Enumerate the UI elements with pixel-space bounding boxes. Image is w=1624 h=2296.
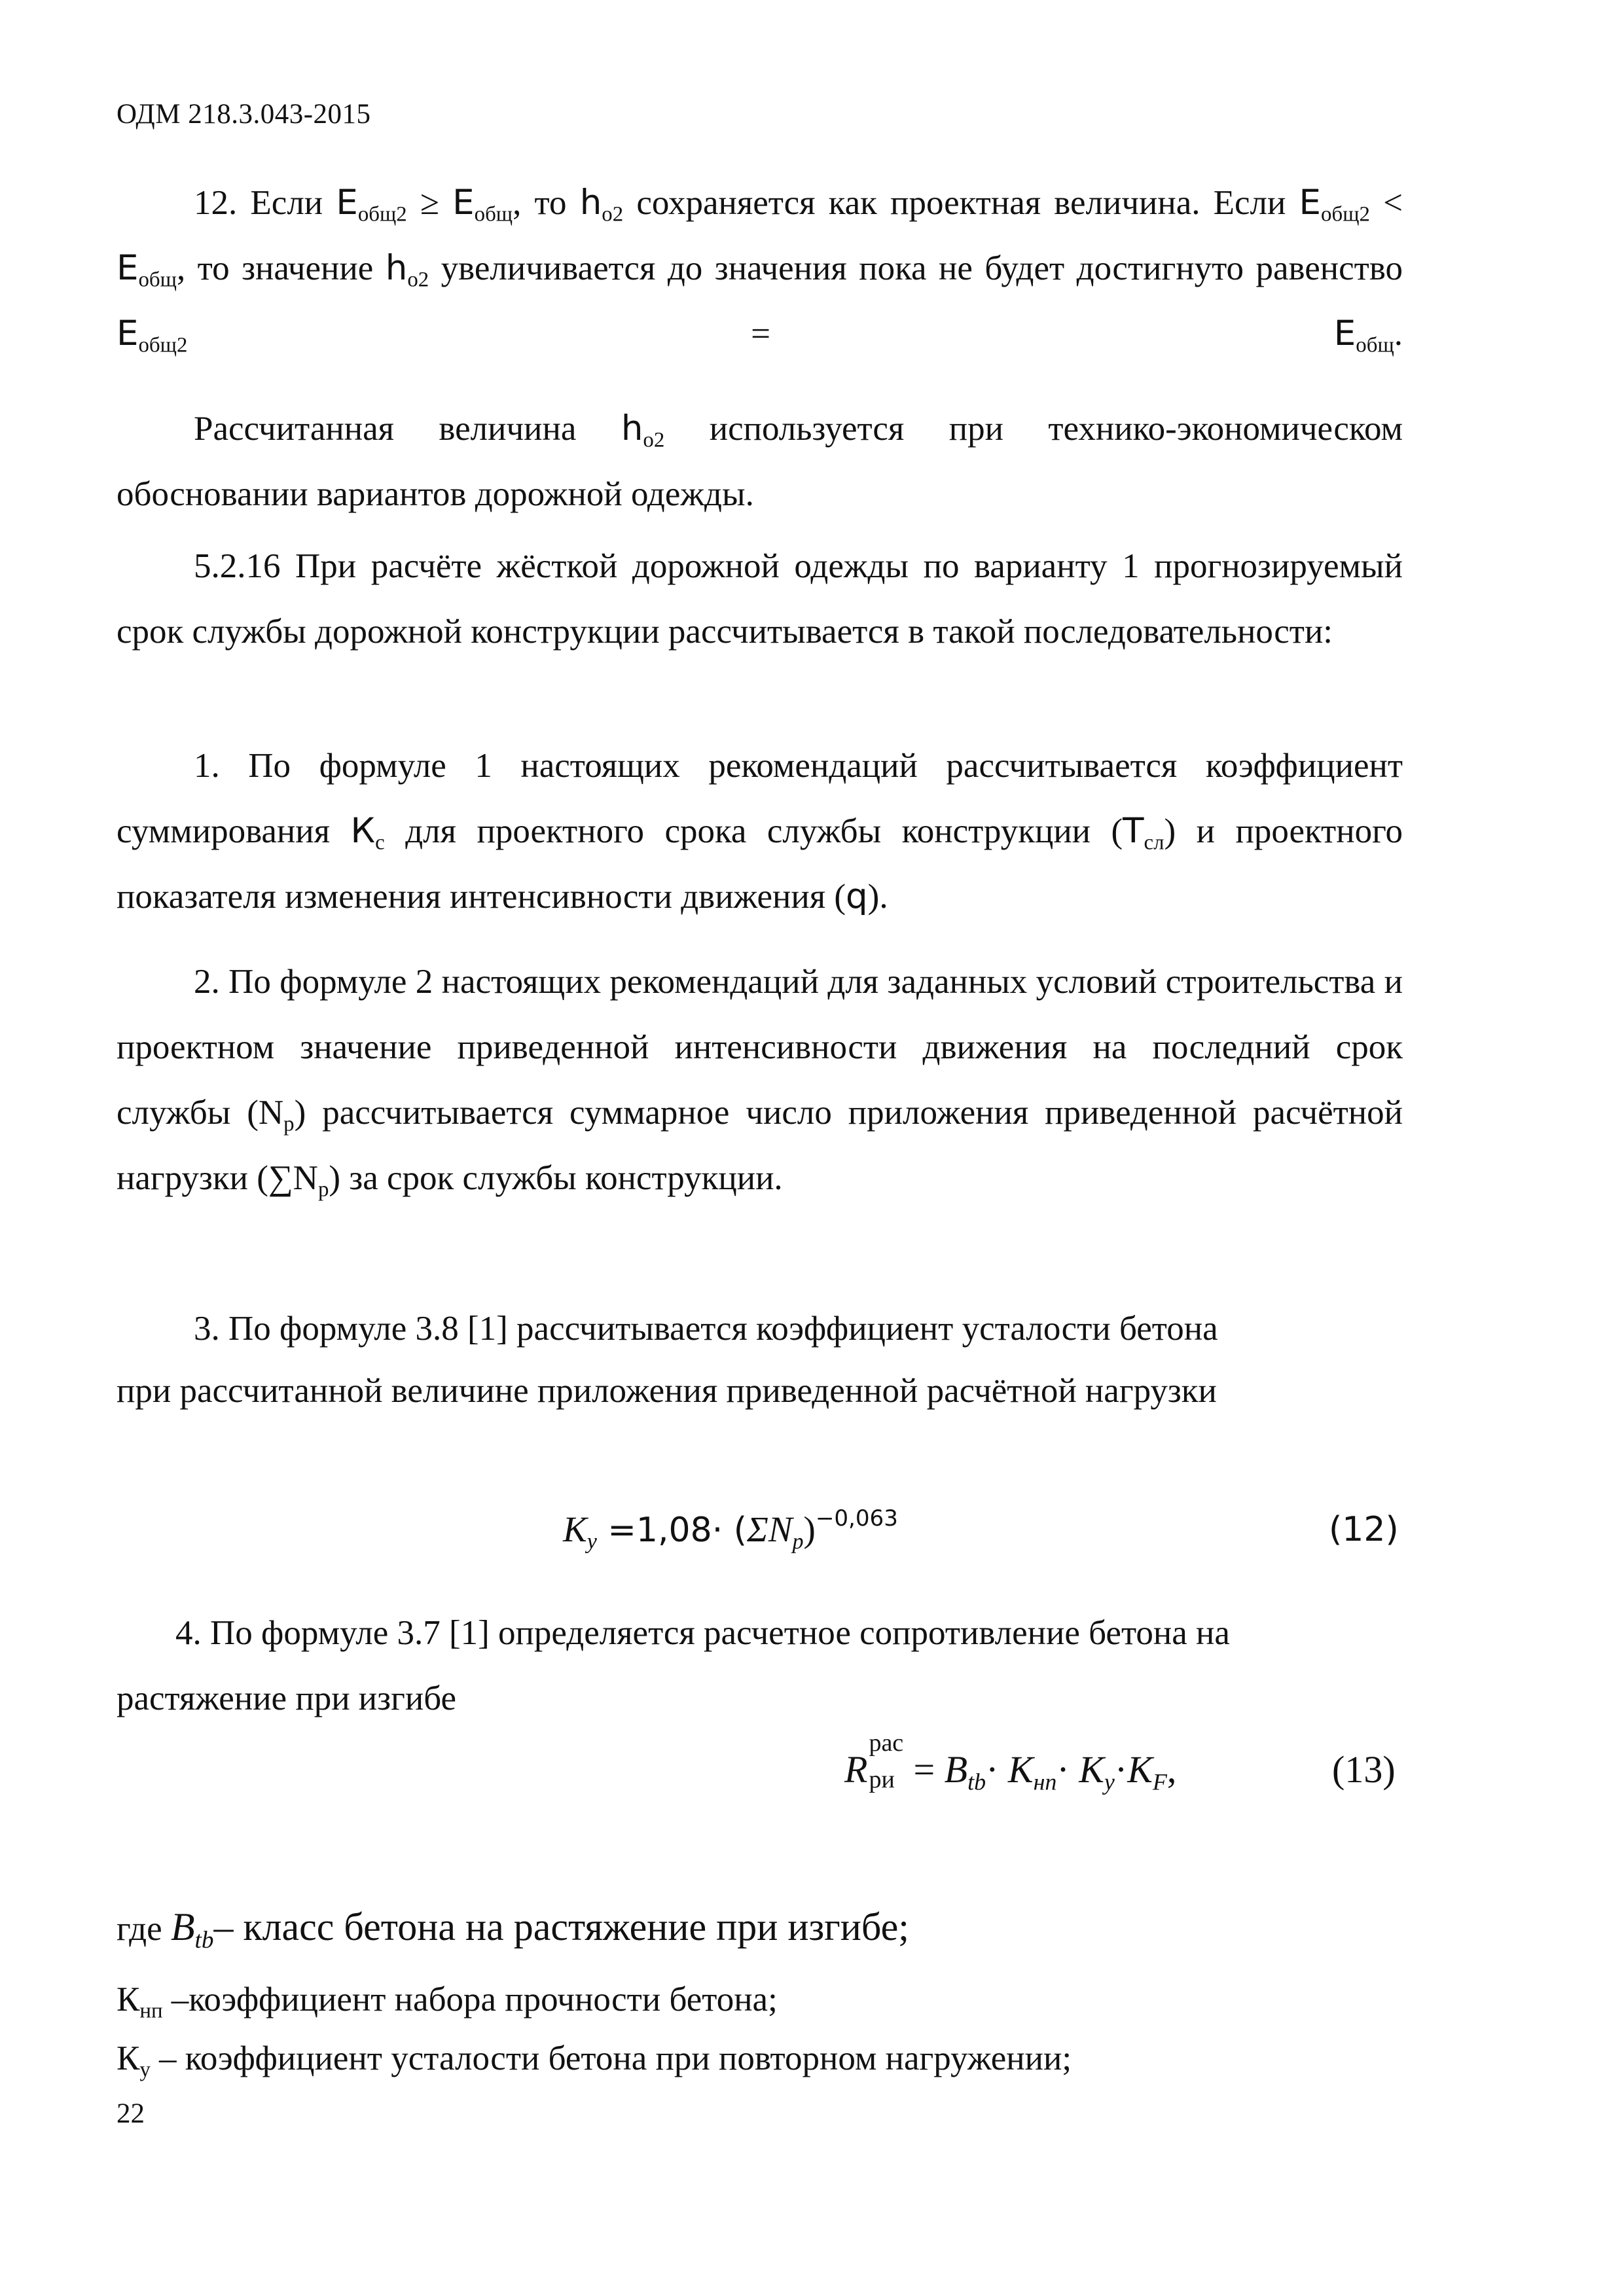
step-12-paragraph: 12. Если $E_{общ2} \ge E_{общ}$, то $h_{о2}$ сохраняется как проектная величина. Если $E_{общ2} < E_{общ}$, то значение $h_{о2}$ увеличивается до значения пока не будет достигнуто равенство $E_{общ2} = E_{общ}$. (117, 183, 1403, 357)
formula-12-number: (12) (1329, 1510, 1399, 1549)
step-3-line-2: при рассчитанной величине приложения приведенной расчётной нагрузки (117, 1372, 1217, 1410)
document-code-header: ОДМ 218.3.043-2015 (117, 99, 371, 130)
formula-13-number: (13) (1332, 1748, 1396, 1791)
formula-13: R рас ри = $B_{tb}\cdot K_{нп}\cdot K_у\cdot K_F$, (844, 1729, 1177, 1795)
step-1-paragraph: 1. По формуле 1 настоящих рекомендаций рассчитывается коэффициент суммирования $К_с$ для проектного срока службы конструкции $(Т_{сл})$ и проектного показателя изменения интенсивности движения (q). (117, 747, 1403, 916)
step-3-line-1: 3. По формуле 3.8 [1] рассчитывается коэффициент усталости бетона (194, 1310, 1218, 1348)
page-number: 22 (117, 2098, 145, 2129)
step-4-line-2: растяжение при изгибе (117, 1679, 457, 1717)
ky-definition: $К_у$ – коэффициент усталости бетона при повторном нагружении; (117, 2039, 1072, 2082)
calculated-value-paragraph: Рассчитанная величина $h_{о2}$ используется при технико-экономическом обосновании вариантов дорожной одежды. (117, 408, 1403, 513)
knp-definition: $К_{нп}$ –коэффициент набора прочности бетона; (117, 1981, 778, 2023)
section-5-2-16-paragraph: 5.2.16 При расчёте жёсткой дорожной одежды по варианту 1 прогнозируемый срок службы дорожной конструкции рассчитывается в такой последовательности: (117, 547, 1403, 651)
step-4-line-1: 4. По формуле 3.7 [1] определяется расчетное сопротивление бетона на (175, 1614, 1230, 1652)
formula-12: $K_y =1,08\cdot (\Sigma N_p)^{-0,063}$ (563, 1505, 898, 1554)
step-2-paragraph: 2. По формуле 2 настоящих рекомендаций для заданных условий строительства и проектном значение приведенной интенсивности движения на последний срок службы $(N_р)$ рассчитывается суммарное число приложения приведенной расчётной нагрузки $(\sum N_р)$ за срок службы конструкции. (117, 963, 1403, 1202)
where-btb-definition: где $B_{tb}-$ класс бетона на растяжение при изгибе; (117, 1905, 909, 1954)
